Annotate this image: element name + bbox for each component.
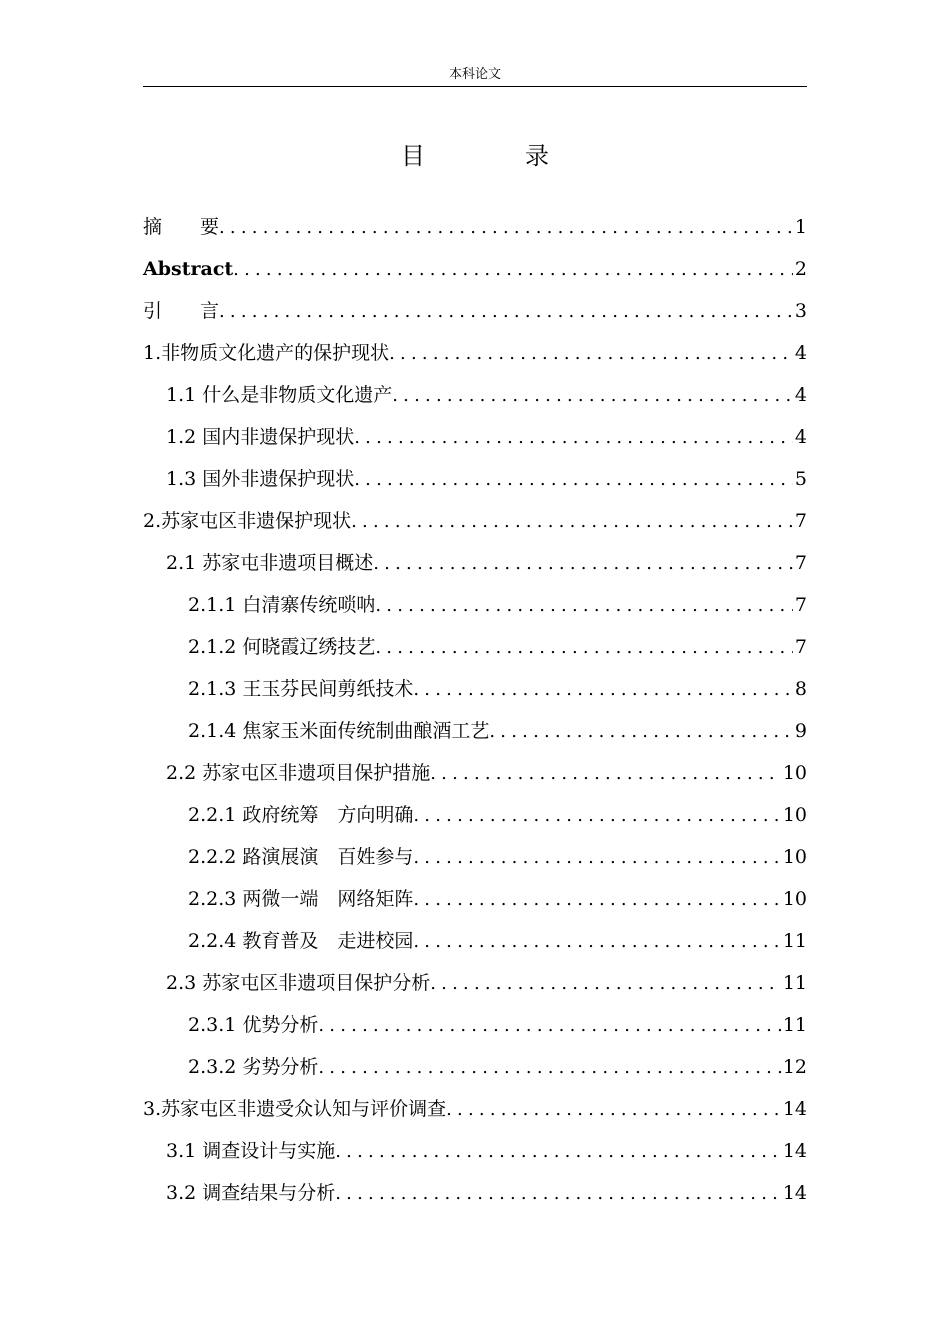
toc-entry[interactable] — [143, 376, 807, 418]
toc-title: 目 录 — [401, 142, 587, 170]
toc-entry-label: 3.2 调查结果与分析 — [166, 1182, 336, 1204]
toc-entry-page-number: 14 — [782, 1182, 807, 1204]
toc-entry-page-number: 11 — [782, 930, 807, 952]
toc-entry[interactable] — [143, 250, 807, 292]
toc-entry-page-number: 4 — [794, 384, 807, 406]
toc-entry-label: 2.1 苏家屯非遗项目概述 — [166, 552, 374, 574]
toc-entry-label: 1.2 国内非遗保护现状 — [166, 426, 355, 448]
toc-entry-page-number: 2 — [794, 258, 807, 280]
toc-entry-page-number: 9 — [794, 720, 807, 742]
toc-entry[interactable] — [143, 502, 807, 544]
toc-dot-leader — [375, 587, 793, 625]
toc-entry[interactable] — [143, 964, 807, 1006]
toc-entry-page-number: 14 — [782, 1098, 807, 1120]
toc-dot-leader — [413, 671, 793, 709]
toc-entry-label: 2.3 苏家屯区非遗项目保护分析 — [166, 972, 431, 994]
toc-entry-label: 1.1 什么是非物质文化遗产 — [166, 384, 393, 406]
toc-entry-page-number: 14 — [782, 1140, 807, 1162]
toc-dot-leader — [219, 209, 793, 247]
toc-entry-label: 2.1.2 何晓霞辽绣技艺 — [188, 636, 376, 658]
toc-entry-label: 2.3.1 优势分析 — [188, 1014, 319, 1036]
toc-entry-page-number: 5 — [794, 468, 807, 490]
toc-entry-page-number: 10 — [782, 762, 807, 784]
toc-dot-leader — [219, 293, 793, 331]
toc-entry[interactable] — [143, 838, 807, 880]
toc-entry-page-number: 11 — [782, 1014, 807, 1036]
toc-entry[interactable] — [143, 1132, 807, 1174]
toc-dot-leader — [318, 1049, 780, 1087]
toc-entry-label: 3.苏家屯区非遗受众认知与评价调查 — [143, 1098, 447, 1120]
toc-entry-label: 3.1 调查设计与实施 — [166, 1140, 336, 1162]
header-text: 本科论文 — [448, 67, 501, 82]
toc-entry-label: 2.3.2 劣势分析 — [188, 1056, 319, 1078]
toc-entry-page-number: 10 — [782, 846, 807, 868]
toc-entry[interactable] — [143, 628, 807, 670]
toc-entry[interactable] — [143, 292, 807, 334]
toc-dot-leader — [373, 545, 793, 583]
toc-entry-page-number: 4 — [794, 426, 807, 448]
toc-dot-leader — [392, 377, 793, 415]
toc-entry[interactable] — [143, 208, 807, 250]
toc-entry-page-number: 8 — [794, 678, 807, 700]
toc-dot-leader — [233, 251, 793, 289]
toc-entry-label: 1.非物质文化遗产的保护现状 — [143, 342, 390, 364]
toc-entry-page-number: 7 — [794, 594, 807, 616]
toc-dot-leader — [430, 965, 781, 1003]
toc-entry[interactable] — [143, 670, 807, 712]
toc-entry-page-number: 10 — [782, 804, 807, 826]
toc-entry-label: 2.2 苏家屯区非遗项目保护措施 — [166, 762, 431, 784]
toc-dot-leader — [413, 881, 780, 919]
toc-dot-leader — [335, 1133, 781, 1171]
toc-entry-label: 2.1.4 焦家玉米面传统制曲酿酒工艺 — [188, 720, 490, 742]
table-of-contents — [143, 208, 807, 1216]
toc-entry-label: Abstract — [143, 258, 234, 280]
toc-dot-leader — [413, 797, 780, 835]
toc-entry[interactable] — [143, 334, 807, 376]
toc-entry[interactable] — [143, 1174, 807, 1216]
toc-entry-label: 引 言 — [143, 300, 220, 322]
toc-entry-page-number: 12 — [782, 1056, 807, 1078]
toc-dot-leader — [413, 923, 780, 961]
toc-dot-leader — [413, 839, 780, 877]
toc-entry-label: 2.1.3 王玉芬民间剪纸技术 — [188, 678, 414, 700]
toc-entry-page-number: 4 — [794, 342, 807, 364]
toc-entry[interactable] — [143, 1090, 807, 1132]
toc-entry-page-number: 7 — [794, 636, 807, 658]
toc-entry[interactable] — [143, 1048, 807, 1090]
page-header — [143, 66, 807, 87]
toc-entry-page-number: 7 — [794, 552, 807, 574]
toc-entry-page-number: 10 — [782, 888, 807, 910]
toc-entry-page-number: 7 — [794, 510, 807, 532]
toc-dot-leader — [318, 1007, 780, 1045]
toc-entry-label: 2.2.3 两微一端 网络矩阵 — [188, 888, 414, 910]
toc-dot-leader — [375, 629, 793, 667]
toc-entry[interactable] — [143, 880, 807, 922]
toc-dot-leader — [430, 755, 781, 793]
toc-dot-leader — [351, 503, 793, 541]
toc-entry[interactable] — [143, 754, 807, 796]
toc-dot-leader — [446, 1091, 781, 1129]
toc-entry[interactable] — [143, 796, 807, 838]
toc-entry-label: 2.苏家屯区非遗保护现状 — [143, 510, 352, 532]
toc-entry[interactable] — [143, 586, 807, 628]
toc-entry[interactable] — [143, 544, 807, 586]
toc-dot-leader — [354, 461, 793, 499]
toc-entry-page-number: 1 — [794, 216, 807, 238]
toc-entry[interactable] — [143, 418, 807, 460]
toc-dot-leader — [389, 335, 793, 373]
toc-entry-page-number: 3 — [794, 300, 807, 322]
toc-dot-leader — [489, 713, 793, 751]
toc-entry[interactable] — [143, 712, 807, 754]
toc-entry-label: 摘 要 — [143, 216, 220, 238]
toc-entry-label: 2.2.4 教育普及 走进校园 — [188, 930, 414, 952]
toc-entry-label: 1.3 国外非遗保护现状 — [166, 468, 355, 490]
toc-entry[interactable] — [143, 460, 807, 502]
toc-dot-leader — [335, 1175, 781, 1213]
toc-entry-label: 2.1.1 白清寨传统唢呐 — [188, 594, 376, 616]
toc-dot-leader — [354, 419, 793, 457]
toc-entry-page-number: 11 — [782, 972, 807, 994]
toc-entry[interactable] — [143, 922, 807, 964]
toc-entry[interactable] — [143, 1006, 807, 1048]
toc-entry-label: 2.2.1 政府统筹 方向明确 — [188, 804, 414, 826]
toc-entry-label: 2.2.2 路演展演 百姓参与 — [188, 846, 414, 868]
